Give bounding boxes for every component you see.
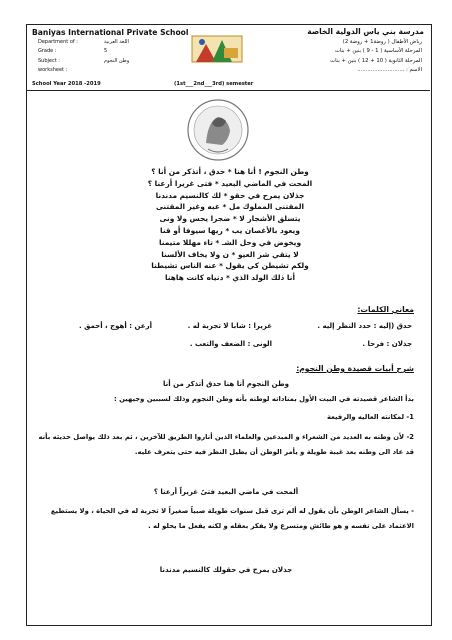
poem-line: أنا ذلك الولد الذي * دنياه كانت هاهنا [165,273,295,283]
verse-two: ألمحت في ماضي البعيد فتىً غريراً أرعنا ؟ [153,488,299,496]
poem-line: ولكم تشيطن كي يقول * عنه الناس تشيطنا [151,261,309,271]
grade-row [38,47,188,56]
worksheet-value [100,66,188,75]
school-year: School Year 2018 -2019 [32,81,101,87]
explanation-two: - يسأل الشاعر الوطن بأن يقول له ألم ترى قبل سنوات طويلة صبياً صغيراً لا تجربة له في الحياة ، ولا يستطيع الاعتماد على نفسه و هو طائش ومتسرع ولا يفكر بعقله و لكنه يفعل ما يحلو له . [50,507,414,530]
header-right-info [330,38,422,75]
reason-two: 2- لأن وطنه به العديد من الشعراء و المبدعين والعلماء الذين أناروا الطريق للآخرين ، ثم بعد ذلك يواصل حديثه بأنه قد عاد الى وطنه بعد غيبة طويلة و يأمر الوطن أن يطيل النظر فيه حتى يتعرف عليه. [38,433,414,456]
primary-stage-line: المرحلة الأساسية ( 1 - 9 ) بنين + بنات [334,48,422,55]
meanings-heading: معاني الكلمات: [357,305,414,314]
meaning-item: حدق (إليه : حدد النظر إليه . [317,322,412,330]
semester: (1st___2nd___3rd) semester [174,81,254,87]
subject-label: Subject : [38,57,60,64]
poem-line: جذلان يمرح في حقو * لك كالنسيم مدندنا [155,190,305,200]
poem-line: لا يتقي شر العيو * ن ولا يخاف الألسنا [161,249,299,259]
meaning-item: غريرا : شابا لا تجربة له . [187,322,272,330]
department-label: Department of : [38,39,78,45]
student-name-field: الاسم : ............................ [357,66,422,73]
school-logo-icon [186,28,248,70]
school-name-en: Baniyas International Private School [32,28,189,37]
worksheet-label: worksheet : [38,66,68,73]
header-divider [26,90,430,91]
year-of-zayed-emblem-icon [178,97,258,163]
meaning-item: أرعن : أهوج ، أحمق . [79,322,152,330]
poem-line: المقتنى المملوك مل * عبه وغير المقتنى [155,202,305,212]
poem-line: ويخوض في وحل الشـ * تاء مهللا متيمنا [158,237,302,247]
department-value: اللغة العربية [104,39,129,45]
grade-label: Grade : [38,48,57,55]
verse-one: وطن النجوم أنا هنا حدق أتذكر من أنا [163,380,289,388]
subject-row [38,57,188,66]
secondary-stage-line: المرحلة الثانوية ( 10 + 12 ) بنين + بنات [330,57,422,64]
explanation-intro: بدأ الشاعر قصيدته في البيت الأول بمناداته لوطنه بأنه وطن النجوم وذلك لسببين وجيهين : [113,395,414,403]
worksheet-row [38,66,188,75]
kindergarten-line: رياض الأطفال ( روضة1 + روضة 2) [342,39,422,45]
grade-value: 5 [104,48,108,55]
meaning-item: الونى : الضعف والتعب . [189,340,272,348]
department-row [38,38,188,47]
explanation-heading: شرح أبيات قصيدة وطن النجوم: [296,364,414,373]
verse-three: جذلان يمرح في حقولك كالنسيم مدندنا [159,566,293,574]
header-left-info [38,38,188,75]
poem [110,166,350,284]
poem-line: ويعود بالأغصان يب * ريها سيوفا أو قنا [160,225,300,235]
poem-line: يتسلق الأشجار لا * ضجرا يحس ولا ونى [159,214,301,224]
poem-line: وطن النجوم ! أنا هنا * حدق ، أتذكر من أنا ؟ [151,167,309,176]
meaning-item: جذلان : فرحا . [362,340,412,348]
school-name-ar: مدرسة بني ياس الدولية الخاصة [307,27,424,36]
reason-one: 1- لمكانته العاليه والرفيعة [327,413,414,421]
subject-value: وطن النجوم [104,57,130,64]
poem-line: المحت في الماضي البعيد * فتى غريرا أرعنا ؟ [147,178,313,188]
